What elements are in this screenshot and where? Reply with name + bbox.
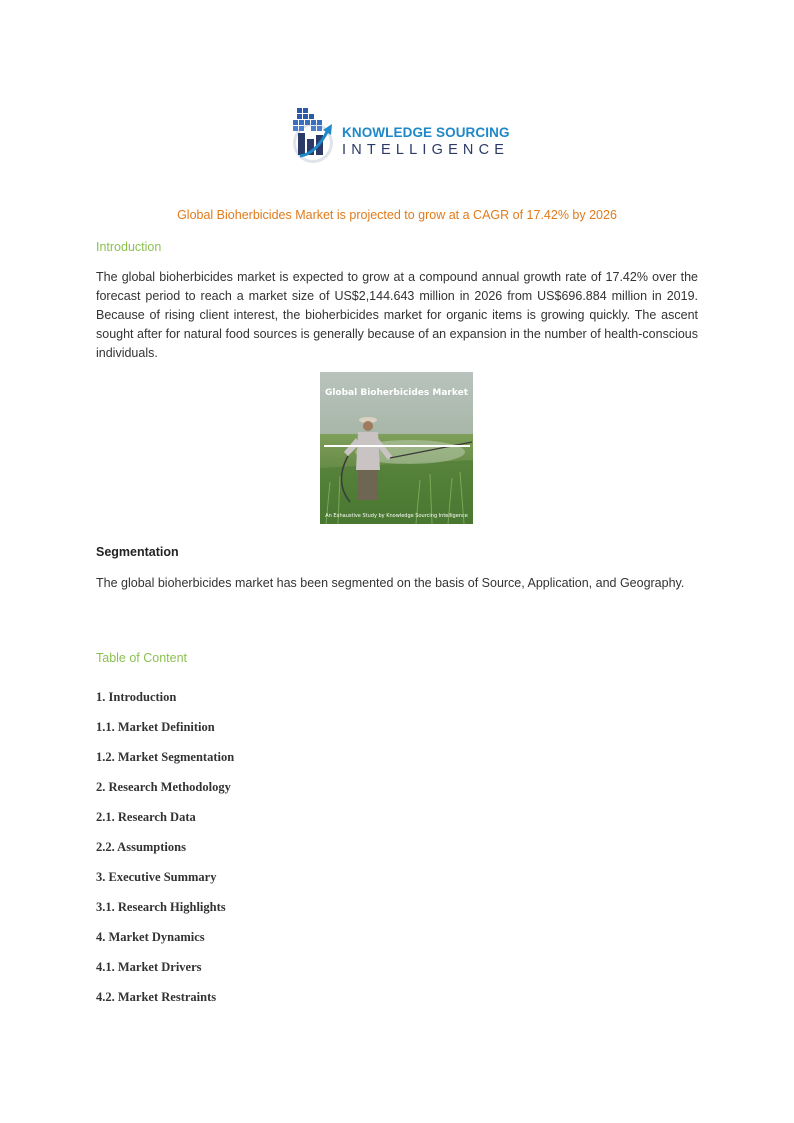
toc-item: 1. Introduction bbox=[96, 690, 177, 704]
logo-text-knowledge-sourcing: KNOWLEDGE SOURCING bbox=[342, 125, 510, 140]
segmentation-heading: Segmentation bbox=[96, 545, 179, 559]
figure-title: Global Bioherbicides Market bbox=[324, 388, 469, 398]
logo-emblem-icon bbox=[290, 106, 342, 166]
toc-item: 3.1. Research Highlights bbox=[96, 900, 226, 914]
company-logo bbox=[290, 106, 510, 166]
figure-divider bbox=[324, 445, 470, 447]
table-of-content-heading: Table of Content bbox=[96, 651, 188, 665]
figure-caption: An Exhaustive Study by Knowledge Sourcing Intelligence bbox=[325, 513, 468, 519]
introduction-heading: Introduction bbox=[96, 240, 162, 254]
introduction-paragraph: The global bioherbicides market is expected to grow at a compound annual growth rate of 17.42% over the forecast period to reach a market size of US$2,144.643 million in 2026 from US$696.884 million in 2019. Because of rising client interest, the bioherbicides market for organic items is growing quickly. The ascent sought after for natural food sources is generally because of an expansion in the number of health-conscious individuals. bbox=[96, 270, 698, 360]
toc-item: 4.2. Market Restraints bbox=[96, 990, 217, 1004]
segmentation-paragraph: The global bioherbicides market has been segmented on the basis of Source, Application, and Geography. bbox=[96, 576, 685, 590]
logo-text-intelligence: INTELLIGENCE bbox=[342, 142, 510, 158]
table-of-content-list bbox=[96, 690, 234, 1020]
market-cover-image bbox=[320, 372, 473, 524]
toc-item: 2. Research Methodology bbox=[96, 780, 231, 794]
toc-item: 4.1. Market Drivers bbox=[96, 960, 202, 974]
toc-item: 2.1. Research Data bbox=[96, 810, 196, 824]
toc-item: 4. Market Dynamics bbox=[96, 930, 205, 944]
toc-item: 2.2. Assumptions bbox=[96, 840, 186, 854]
page-title: Global Bioherbicides Market is projected to grow at a CAGR of 17.42% by 2026 bbox=[177, 208, 617, 222]
toc-item: 3. Executive Summary bbox=[96, 870, 217, 884]
toc-item: 1.1. Market Definition bbox=[96, 720, 215, 734]
toc-item: 1.2. Market Segmentation bbox=[96, 750, 235, 764]
